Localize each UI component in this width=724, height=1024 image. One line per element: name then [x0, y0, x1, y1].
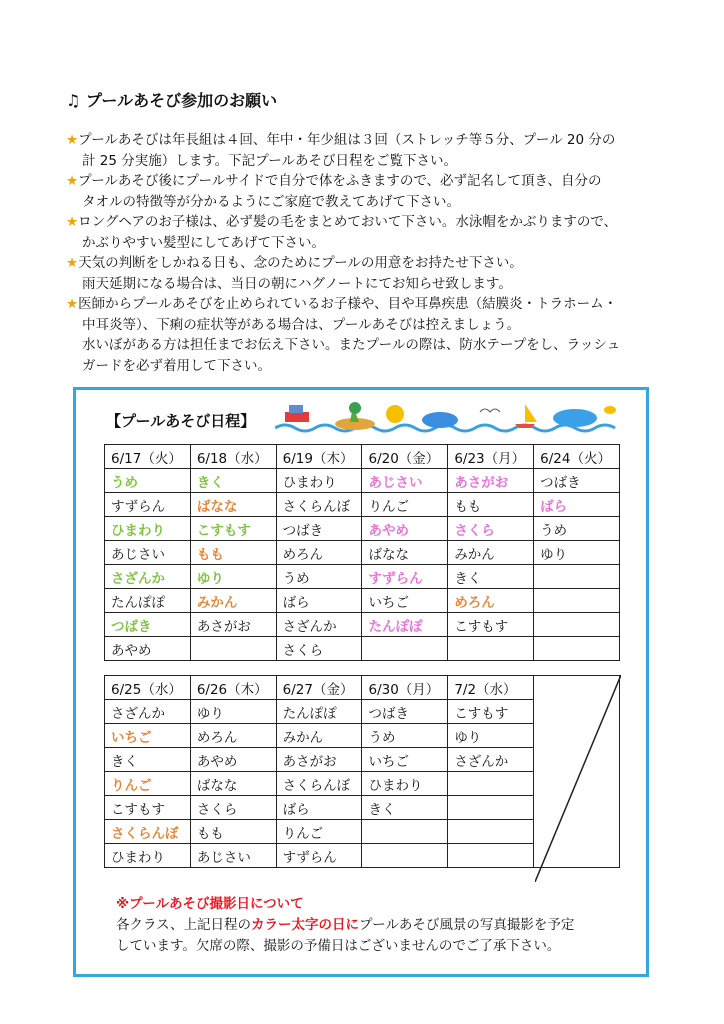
class-cell: ばなな — [190, 772, 276, 796]
date-header: 6/27（金） — [276, 676, 362, 700]
class-cell: たんぽぽ — [105, 589, 191, 613]
note-line — [66, 151, 666, 172]
class-cell: ばなな — [362, 541, 448, 565]
schedule-title: 【プールあそび日程】 — [106, 412, 256, 430]
note-line — [66, 315, 666, 336]
class-cell: もも — [190, 541, 276, 565]
class-cell: すずらん — [362, 565, 448, 589]
seagull-icon — [480, 409, 500, 412]
class-cell: ばら — [276, 589, 362, 613]
class-cell: みかん — [190, 589, 276, 613]
date-header: 6/24（火） — [534, 445, 620, 469]
class-cell: りんご — [276, 820, 362, 844]
dolphin-icon — [422, 412, 458, 428]
note-text: プールあそび後にプールサイドで自分で体をふきますので、必ず記名して頂き、自分の — [78, 173, 602, 189]
class-cell: りんご — [105, 772, 191, 796]
class-cell: すずらん — [276, 844, 362, 868]
photo-note-line2: しています。欠席の際、撮影の予備日はございませんのでご了承下さい。 — [116, 938, 561, 954]
class-cell — [362, 637, 448, 661]
class-cell — [448, 844, 534, 868]
class-cell — [362, 844, 448, 868]
class-cell: あさがお — [190, 613, 276, 637]
class-cell — [190, 637, 276, 661]
photo-note-line1: 各クラス、上記日程のカラー太字の日にプールあそび風景の写真撮影を予定 — [116, 917, 575, 933]
class-cell: りんご — [362, 493, 448, 517]
class-cell: あさがお — [448, 469, 534, 493]
class-cell: みかん — [276, 724, 362, 748]
schedule-table-1 — [104, 444, 620, 661]
date-header: 6/20（金） — [362, 445, 448, 469]
class-cell: もも — [448, 493, 534, 517]
class-cell: つばき — [105, 613, 191, 637]
class-cell: あさがお — [276, 748, 362, 772]
note-line — [66, 130, 666, 151]
class-cell: さざんか — [276, 613, 362, 637]
class-cell: うめ — [362, 724, 448, 748]
class-cell: こすもす — [105, 796, 191, 820]
date-header: 7/2（水） — [448, 676, 534, 700]
note-text: 医師からプールあそびを止められているお子様や、目や耳鼻疾患（結膜炎・トラホーム・ — [78, 296, 618, 312]
class-cell: うめ — [105, 469, 191, 493]
star-icon: ★ — [66, 214, 79, 230]
class-cell: めろん — [276, 541, 362, 565]
class-cell: ひまわり — [362, 772, 448, 796]
note-text: かぶりやすい髪型にしてあげて下さい。 — [82, 234, 325, 251]
class-cell: あじさい — [105, 541, 191, 565]
note-line — [66, 233, 666, 254]
note-line — [66, 274, 666, 295]
sailboat-icon — [515, 404, 537, 428]
class-cell — [534, 637, 620, 661]
class-cell: ゆり — [190, 565, 276, 589]
note-line — [66, 253, 666, 274]
class-cell: きく — [105, 748, 191, 772]
class-cell — [534, 565, 620, 589]
class-cell: ひまわり — [105, 844, 191, 868]
class-cell: さくらんぼ — [276, 772, 362, 796]
notes-list — [66, 130, 666, 376]
date-header: 6/18（水） — [190, 445, 276, 469]
note-line — [66, 171, 666, 192]
class-cell: ばなな — [190, 493, 276, 517]
date-header: 6/26（木） — [190, 676, 276, 700]
photo-note — [116, 894, 574, 957]
bee-icon — [604, 406, 616, 414]
class-cell: あじさい — [362, 469, 448, 493]
note-text: 天気の判断をしかねる日も、念のためにプールの用意をお持たせ下さい。 — [78, 255, 523, 271]
date-header: 6/17（火） — [105, 445, 191, 469]
class-cell: つばき — [276, 517, 362, 541]
class-cell — [534, 613, 620, 637]
class-cell: あじさい — [190, 844, 276, 868]
class-cell — [448, 772, 534, 796]
class-cell: あやめ — [362, 517, 448, 541]
star-icon: ★ — [66, 132, 79, 148]
class-cell: きく — [448, 565, 534, 589]
note-text: 計 25 分実施）します。下記プールあそび日程をご覧下さい。 — [82, 152, 458, 169]
class-cell: すずらん — [105, 493, 191, 517]
class-cell: こすもす — [448, 700, 534, 724]
date-header: 6/19（木） — [276, 445, 362, 469]
dolphin-icon-2 — [553, 409, 597, 427]
class-cell: ばら — [276, 796, 362, 820]
note-text: ロングヘアのお子様は、必ず髪の毛をまとめておいて下さい。水泳帽をかぶりますので、 — [78, 214, 618, 230]
sun-icon — [386, 405, 404, 423]
date-header: 6/30（月） — [362, 676, 448, 700]
class-cell: めろん — [448, 589, 534, 613]
class-cell: きく — [362, 796, 448, 820]
page-title: ♫ プールあそび参加のお願い — [66, 91, 278, 110]
note-text: 雨天延期になる場合は、当日の朝にハグノートにてお知らせ致します。 — [82, 275, 512, 292]
note-line — [66, 212, 666, 233]
class-cell — [448, 820, 534, 844]
note-line — [66, 294, 666, 315]
class-cell — [534, 589, 620, 613]
empty-cell-slash — [535, 675, 621, 882]
class-cell — [448, 637, 534, 661]
date-header: 6/23（月） — [448, 445, 534, 469]
note-line — [66, 356, 666, 377]
boat-icon — [285, 405, 309, 422]
class-cell: ゆり — [534, 541, 620, 565]
class-cell: ゆり — [448, 724, 534, 748]
class-cell: ひまわり — [276, 469, 362, 493]
class-cell: たんぽぽ — [276, 700, 362, 724]
class-cell: さざんか — [105, 565, 191, 589]
class-cell: みかん — [448, 541, 534, 565]
pool-decoration — [275, 400, 625, 434]
class-cell: さくらんぼ — [105, 820, 191, 844]
class-cell: つばき — [534, 469, 620, 493]
class-cell: さくら — [190, 796, 276, 820]
star-icon: ★ — [66, 173, 79, 189]
class-cell: つばき — [362, 700, 448, 724]
star-icon: ★ — [66, 296, 79, 312]
island-icon — [335, 402, 375, 430]
class-cell: あやめ — [190, 748, 276, 772]
class-cell: さくらんぼ — [276, 493, 362, 517]
note-text: 水いぼがある方は担任までお伝え下さい。またプールの際は、防水テープをし、ラッシュ — [82, 337, 621, 353]
note-line — [66, 192, 666, 213]
class-cell: うめ — [534, 517, 620, 541]
class-cell: さざんか — [105, 700, 191, 724]
class-cell: きく — [190, 469, 276, 493]
class-cell: こすもす — [448, 613, 534, 637]
note-line — [66, 335, 666, 356]
class-cell: こすもす — [190, 517, 276, 541]
class-cell: もも — [190, 820, 276, 844]
class-cell: さくら — [448, 517, 534, 541]
class-cell: いちご — [362, 589, 448, 613]
date-header: 6/25（水） — [105, 676, 191, 700]
photo-note-heading: ※プールあそび撮影日について — [116, 896, 304, 912]
class-cell: たんぽぽ — [362, 613, 448, 637]
class-cell: めろん — [190, 724, 276, 748]
class-cell: あやめ — [105, 637, 191, 661]
note-text: タオルの特徴等が分かるようにご家庭で教えてあげて下さい。 — [82, 193, 460, 210]
note-text: プールあそびは年長組は４回、年中・年少組は３回（ストレッチ等５分、プール 20 分の — [78, 132, 616, 148]
class-cell: うめ — [276, 565, 362, 589]
class-cell: いちご — [105, 724, 191, 748]
class-cell — [362, 820, 448, 844]
class-cell: いちご — [362, 748, 448, 772]
class-cell: ばら — [534, 493, 620, 517]
class-cell: ゆり — [190, 700, 276, 724]
note-text: 中耳炎等）、下痢の症状等がある場合は、プールあそびは控えましょう。 — [82, 316, 521, 333]
note-text: ガードを必ず着用して下さい。 — [82, 357, 271, 374]
class-cell: ひまわり — [105, 517, 191, 541]
class-cell — [448, 796, 534, 820]
star-icon: ★ — [66, 255, 79, 271]
class-cell: さざんか — [448, 748, 534, 772]
class-cell: さくら — [276, 637, 362, 661]
